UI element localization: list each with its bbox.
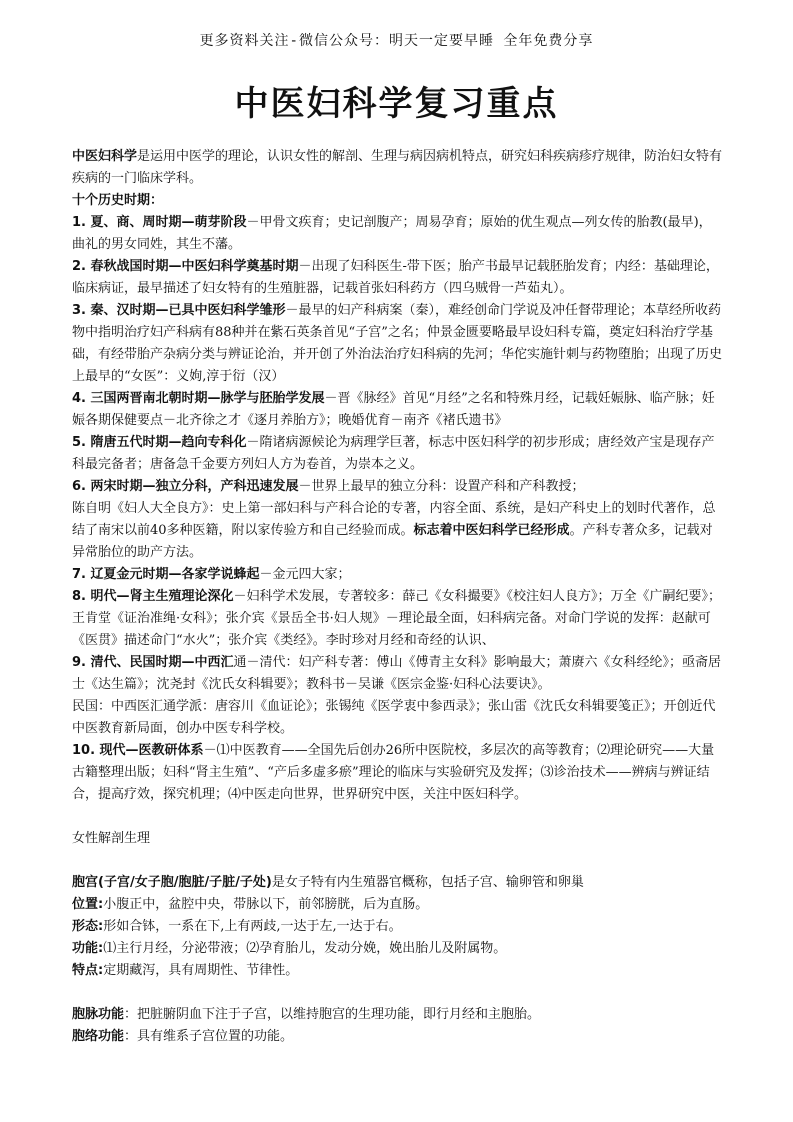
anatomy-item-text: ⑴主行月经，分泌带液；⑵孕育胎儿，发动分娩，娩出胎儿及附属物。 bbox=[103, 941, 507, 956]
anatomy-item-head: 功能: bbox=[72, 941, 104, 956]
anatomy-item-text: ：具有维系子宫位置的功能。 bbox=[124, 1029, 294, 1044]
anatomy-item-head: 胞宫(子宫/女子胞/胞脏/子脏/子处) bbox=[72, 875, 272, 890]
anatomy-item bbox=[72, 916, 724, 938]
period-paragraph bbox=[72, 300, 724, 388]
period-head: 2. 春秋战国时期—中医妇科学奠基时期 bbox=[72, 259, 299, 274]
anatomy-item-text: ：把脏腑阴血下注于子宫，以维持胞宫的生理功能，即行月经和主胞胎。 bbox=[124, 1007, 541, 1022]
period-head: 3. 秦、汉时期—已具中医妇科学雏形 bbox=[72, 303, 286, 318]
period-text: 民国：中西医汇通学派：唐容川《血证论》；张锡纯《医学衷中参西录》；张山雷《沈氏女科辑要笺正》；开创近代中医教育新局面，创办中医专科学校。 bbox=[72, 699, 716, 736]
period-paragraph bbox=[72, 476, 724, 498]
period-paragraph bbox=[72, 652, 724, 696]
intro-paragraph bbox=[72, 146, 724, 190]
anatomy-item bbox=[72, 1004, 724, 1026]
period-paragraph bbox=[72, 564, 724, 586]
intro-term: 中医妇科学 bbox=[72, 149, 138, 164]
period-text: －晋《脉经》首见“月经”之名和特殊月经，记载妊娠脉、临产脉；妊娠各期保健要点－北齐徐之才《逐月养胎方》；晚婚优育－南齐《褚氏遗书》 bbox=[72, 391, 715, 428]
period-text: －最早的妇产科病案（秦），难经创命门学说及冲任督带理论；本草经所收药物中指明治疗妇产科病有88种并在紫石英条首见“子宫”之名；仲景金匮要略最早设妇科专篇，奠定妇科治疗学基础，有经带胎产杂病分类与辨证论治，并开创了外治法治疗妇科病的先河；华佗实施针刺与药物堕胎；出现了历史上最早的“女医”：义姁,淳于衍（汉） bbox=[72, 303, 723, 384]
anatomy-item bbox=[72, 938, 724, 960]
period-head: 7. 辽夏金元时期—各家学说蜂起 bbox=[72, 567, 260, 582]
period-head: 4. 三国两晋南北朝时期—脉学与胚胎学发展 bbox=[72, 391, 325, 406]
period-text: －甲骨文疾育；史记剖腹产；周易孕育；原始的优生观点—列女传的胎教(最早)，曲礼的男女同姓，其生不藩。 bbox=[72, 215, 712, 252]
period-paragraph bbox=[72, 432, 724, 476]
period-text-2: 。产科专著众多，记载对异常胎位的助产方法。 bbox=[72, 523, 713, 560]
period-text: －出现了妇科医生-带下医；胎产书最早记载胚胎发育；内经：基础理论，临床病证，最早描述了妇女特有的生殖脏器，记载首张妇科药方（四乌贼骨一芦茹丸）。 bbox=[72, 259, 719, 296]
anatomy-item-text: 是女子特有内生殖器官概称，包括子宫、输卵管和卵巢 bbox=[271, 875, 584, 890]
period-text: －妇科学术发展，专著较多：薛己《女科撮要》《校注妇人良方》；万全《广嗣纪要》；王肯堂《证治准绳·女科》；张介宾《景岳全书·妇人规》－理论最全面，妇科病完备。对命门学说的发挥：赵献可《医贯》描述命门“水火”；张介宾《类经》。李时珍对月经和奇经的认识、 bbox=[72, 589, 722, 648]
period-text: －金元四大家； bbox=[259, 567, 351, 582]
page-header: 更多资料关注-微信公众号：明天一定要早睡 全年免费分享 bbox=[199, 33, 594, 49]
period-head: 6. 两宋时期—独立分科，产科迅速发展 bbox=[72, 479, 299, 494]
document-body bbox=[72, 146, 724, 1048]
period-text: －隋诸病源候论为病理学巨著，标志中医妇科学的初步形成；唐经效产宝是现存产科最完备者；唐备急千金要方列妇人方为卷首，为崇本之义。 bbox=[72, 435, 715, 472]
anatomy-item bbox=[72, 1026, 724, 1048]
period-paragraph bbox=[72, 696, 724, 740]
period-paragraph bbox=[72, 388, 724, 432]
anatomy-item-head: 位置: bbox=[72, 897, 104, 912]
anatomy-item-text: 小腹正中，盆腔中央，带脉以下，前邻膀胱，后为直肠。 bbox=[103, 897, 429, 912]
anatomy-item-text: 定期藏泻，具有周期性、节律性。 bbox=[103, 963, 299, 978]
period-text: －⑴中医教育——全国先后创办26所中医院校，多层次的高等教育；⑵理论研究——大量古籍整理出版；妇科“肾主生殖”、“产后多虚多瘀”理论的临床与实验研究及发挥；⑶诊治技术——辨病与辨证结合，提高疗效，探究机理；⑷中医走向世界，世界研究中医，关注中医妇科学。 bbox=[72, 743, 715, 802]
period-head: 10. 现代—医教研体系 bbox=[72, 743, 204, 758]
anatomy-item-head: 形态: bbox=[72, 919, 104, 934]
period-head: 8. 明代—肾主生殖理论深化 bbox=[72, 589, 234, 604]
anatomy-item-text: 形如合钵，一系在下,上有两歧,一达于左,一达于右。 bbox=[103, 919, 402, 934]
anatomy-item-head: 胞络功能 bbox=[72, 1029, 125, 1044]
anatomy-item bbox=[72, 894, 724, 916]
period-text: 陈自明《妇人大全良方》：史上第一部妇科与产科合论的专著，内容全面、系统，是妇产科史上的划时代著作，总结了南宋以前40多种医籍，附以家传验方和自己经验而成。 bbox=[72, 501, 716, 538]
period-head: 1. 夏、商、周时期—萌芽阶段 bbox=[72, 215, 247, 230]
anatomy-heading: 女性解剖生理 bbox=[72, 831, 151, 846]
period-paragraph bbox=[72, 740, 724, 806]
period-text: 通－清代：妇产科专著：傅山《傅青主女科》影响最大；萧赓六《女科经纶》；亟斋居士《达生篇》；沈尧封《沈氏女科辑要》；教科书－吴谦《医宗金鉴·妇科心法要诀》。 bbox=[72, 655, 722, 692]
anatomy-item-head: 特点: bbox=[72, 963, 104, 978]
page-title: 中医妇科学复习重点 bbox=[234, 84, 559, 124]
anatomy-item-head: 胞脉功能 bbox=[72, 1007, 125, 1022]
period-head: 5. 隋唐五代时期—趋向专科化 bbox=[72, 435, 247, 450]
period-paragraph bbox=[72, 498, 724, 564]
period-bold-tail: 标志着中医妇科学已经形成 bbox=[413, 523, 570, 538]
period-paragraph bbox=[72, 212, 724, 256]
period-head: 9. 清代、民国时期—中西汇 bbox=[72, 655, 234, 670]
intro-text: 是运用中医学的理论，认识女性的解剖、生理与病因病机特点，研究妇科疾病疹疗规律，防治妇女特有疾病的一门临床学科。 bbox=[72, 149, 723, 186]
period-paragraph bbox=[72, 586, 724, 652]
anatomy-item bbox=[72, 872, 724, 894]
anatomy-item bbox=[72, 960, 724, 982]
period-text: －世界上最早的独立分科：设置产科和产科教授； bbox=[298, 479, 585, 494]
period-paragraph bbox=[72, 256, 724, 300]
periods-heading: 十个历史时期： bbox=[72, 193, 164, 208]
